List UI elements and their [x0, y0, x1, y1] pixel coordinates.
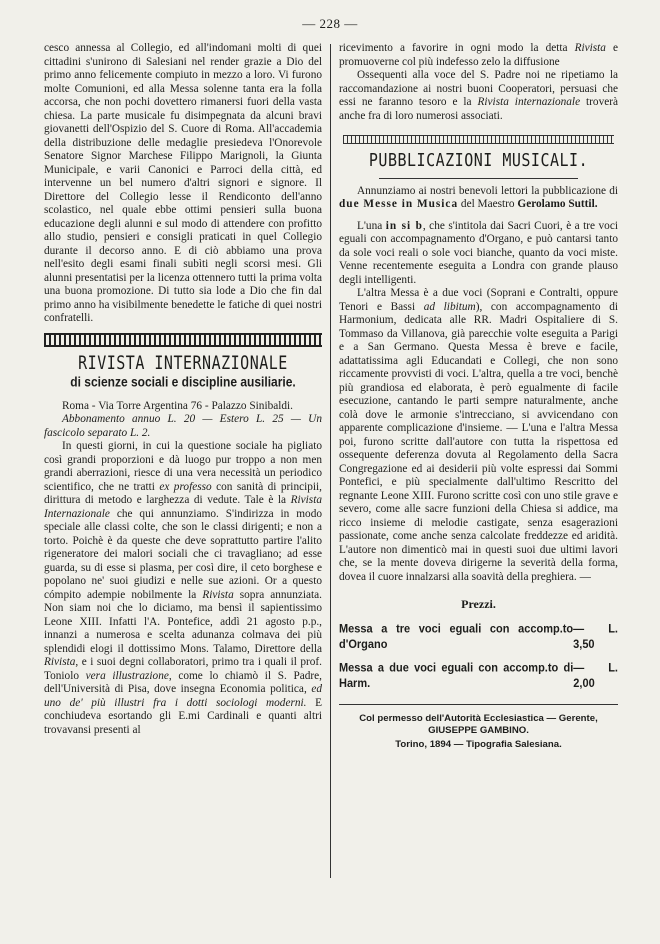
text-run: che qui annunziamo. S'indirizza in modo speciale alle classi colte, che son le classi dirigenti; e non a torto. Poichè è da queste che deve soprattutto partire l'alito rigeneratore dei malori sociali che ci travagliano; ad esse guarda, su di esse si plasma, per così dire, il ceto borghese e popolano ne' suoi giudizi e nelle sue azioni. Or a questo cómpito adempie nobilmente la — [44, 507, 322, 601]
recommendation-paragraph — [339, 69, 618, 123]
italic-run: Rivista — [44, 656, 76, 668]
page-number: — 228 — — [302, 16, 358, 31]
second-mass-paragraph — [339, 287, 618, 584]
subscription-line: Abbonamento annuo L. 20 — Estero L. 25 — Un fascicolo separato L. 2. — [44, 413, 322, 439]
text-run: E conchiudeva esortando gli E.mi Cardinali e quanti altri trovavansi presenti al — [44, 696, 322, 736]
italic-run: Rivista — [574, 42, 606, 54]
title-underline — [379, 178, 578, 179]
section-title: PUBBLICAZIONI MUSICALI. — [368, 149, 589, 171]
ornamental-divider — [44, 333, 322, 347]
text-run: troverà anche fra di loro numerosi associati. — [339, 96, 619, 122]
prices-heading: Prezzi. — [461, 597, 496, 611]
text-run: e promuoverne col più indefesso zelo la diffusione — [339, 42, 618, 68]
column-divider — [330, 44, 331, 878]
italic-run: vera illustrazione — [85, 669, 169, 682]
text-run: con sanità di principii, dirittura di metodo e larghezza di vedute. Tale è la — [44, 480, 322, 506]
bold-run: in si b — [385, 219, 423, 232]
italic-run: Rivista Internazionale — [44, 494, 322, 520]
price-label: Messa a tre voci eguali con accomp.to d'Organo — [339, 622, 574, 651]
price-row — [339, 622, 618, 652]
italic-run: ad libitum — [423, 300, 476, 313]
text-run: sopra annunziata. Non siam noi che lo diciamo, ma bensì il sapientissimo Leone XIII. Infatti l'A. Pontefice, addì 21 agosto p.p., innanzi a numerosa e scelta adunanza colmava dei più splendidi elogi il dottissimo Mons. Talamo, Direttore della — [44, 588, 322, 655]
address-line: Roma - Via Torre Argentina 76 - Palazzo Sinibaldi. — [62, 399, 294, 412]
announcement-paragraph — [339, 185, 618, 212]
text-run: Annunziamo ai nostri benevoli lettori la pubblicazione di — [357, 184, 618, 197]
left-column — [44, 42, 322, 737]
college-report-paragraph: cesco annessa al Collegio, ed all'indomani molti di quei cittadini s'unirono di Salesiani nel render grazie a Dio del primo anno felicemente compiuto in mezzo a loro. Vi furono molte Comunioni, ed alla Messa solenne tanta era la folla accorsa, che non pochi dovettero rimanersi fuori della vasta chiesa. La parte musicale fu disimpegnata da alcuni bravi giovanetti dell'Ospizio del S. Cuore di Roma. All'accademia della distribuzione delle medaglie presiedeva l'Onorevole Senatore Signor Marchese Filippo Marignoli, la Giunta Municipale, e varii Canonici e Parroci della città, ed intervenne un bel numero d'altri signori e signore. Il Direttore del Collegio lesse il Rendiconto dell'anno scolastico, nel quale ebbe ottimi pensieri sulla buona educazione degli alunni e sul modo di attendere con profitto allo studio, pensieri e consigli praticati in quel Collegio durante il decorso anno. E di ciò abbiamo una prova nell'esito degli esami finali subìti negli scorsi mesi. Gli alunni presentatisi per la licenza ottennero tutti la prima volta una buona promozione. Di tutto sia lode a Dio che fin dal primo anno ha visibilmente benedette le fatiche di quei nostri confratelli. — [44, 42, 322, 324]
text-run: In questi giorni, in cui la questione sociale ha pigliato così grandi proporzioni e dà luogo pur troppo a non men grandi aberrazioni, riesce di una vera necessità un periodico scientifico, che ne tratti — [44, 440, 322, 493]
price-value: — L. 2,00 — [573, 661, 618, 690]
ornamental-divider — [343, 135, 614, 144]
text-run: L'una — [357, 219, 386, 232]
price-value: — L. 3,50 — [573, 622, 618, 651]
rivista-paragraph — [44, 440, 322, 737]
italic-run: ex professo — [159, 480, 212, 493]
italic-run: Rivista internazionale — [477, 96, 581, 108]
italic-run: ed uno de' più illustri fra i dotti sociologi moderni. — [44, 683, 322, 709]
first-mass-paragraph — [339, 220, 618, 288]
imprint-line: Torino, 1894 — Tipografia Salesiana. — [395, 738, 562, 750]
text-run: L'altra Messa è a due voci (Soprani e Contralti, oppure Tenori e Bassi — [339, 287, 618, 313]
right-column — [339, 42, 618, 751]
bold-run: due Messe in Musica — [339, 198, 459, 210]
price-row — [339, 661, 618, 691]
section-subtitle: di scienze sociali e discipline ausiliarie. — [70, 373, 296, 390]
imprint-line: Col permesso dell'Autorità Ecclesiastica — Gerente, GIUSEPPE GAMBINO. — [359, 712, 598, 736]
continuation-paragraph — [339, 42, 618, 69]
text-run: ), con accompagnamento di Harmonium, dedicata alle RR. Madri Ospitaliere di S. Tommaso da Villanova, già parecchie volte eseguita a Parigi e a San Germano. Questa Messa è breve e facile, adattatissima agli Educandati e Collegi, che non sono riccamente provvisti di voci. L'altra, quella a tre voci, benchè più grandiosa ed elaborata, è però egualmente di facile esecuzione, cantando le parti sempre naturalmente, anche colà dove le armonie s'intrecciano, si avvicendano con apparente complicazione d'insieme. — L'una e l'altra Messa poi, furono scritte dall'autore con tutta la rispettosa ed ossequente deferenza dovuta al Regolamento della Sacra Congregazione ed ai desiderii più volte espressi dai Sommi Pontefici, e più specialmente dall'ultimo Rescritto del regnante Leone XIII. Furono scritte così con uno stile grave e severo, come alle sacre funzioni della Chiesa si addice, ma ricco insieme di melodie castigate, senza esagerazioni passionate, come anche senza calcolate freddezze ed aridità. L'autore non dimenticò mai in questi suoi due ultimi lavori che, se la mente doveva dirigerne la severità della forma, dovea il cuore innalzarsi alla soavità della preghiera. — — [339, 300, 618, 583]
text-run: del Maestro — [458, 198, 518, 210]
text-run: , e i suoi degni collaboratori, primo tra i quali il prof. Toniolo — [44, 656, 322, 682]
italic-run: Rivista — [202, 588, 234, 601]
bold-run: Gerolamo Suttil. — [517, 198, 598, 210]
text-run: Ossequenti alla voce del S. Padre noi ne ripetiamo la raccomandazione ai nostri buoni Cooperatori, persuasi che essi ne faranno tesoro e la — [339, 69, 618, 108]
price-label: Messa a due voci eguali con accomp.to di Harm. — [339, 661, 574, 690]
text-run: , che s'intitola dai Sacri Cuori, è a tre voci eguali con accompagnamento d'Organo, e può cantarsi tanto da sole voci reali o sole voci bianche, quanto da voci miste. Venne recentemente eseguita a Londra con grande plauso degli intelligenti. — [339, 219, 618, 286]
text-run: ricevimento a favorire in ogni modo la detta — [339, 42, 575, 54]
section-title: RIVISTA INTERNAZIONALE — [78, 351, 288, 374]
footer-rule — [339, 704, 618, 705]
text-run: , come lo chiamò il S. Padre, dell'Università di Pisa, dove insegna Economia politica, — [44, 669, 323, 695]
